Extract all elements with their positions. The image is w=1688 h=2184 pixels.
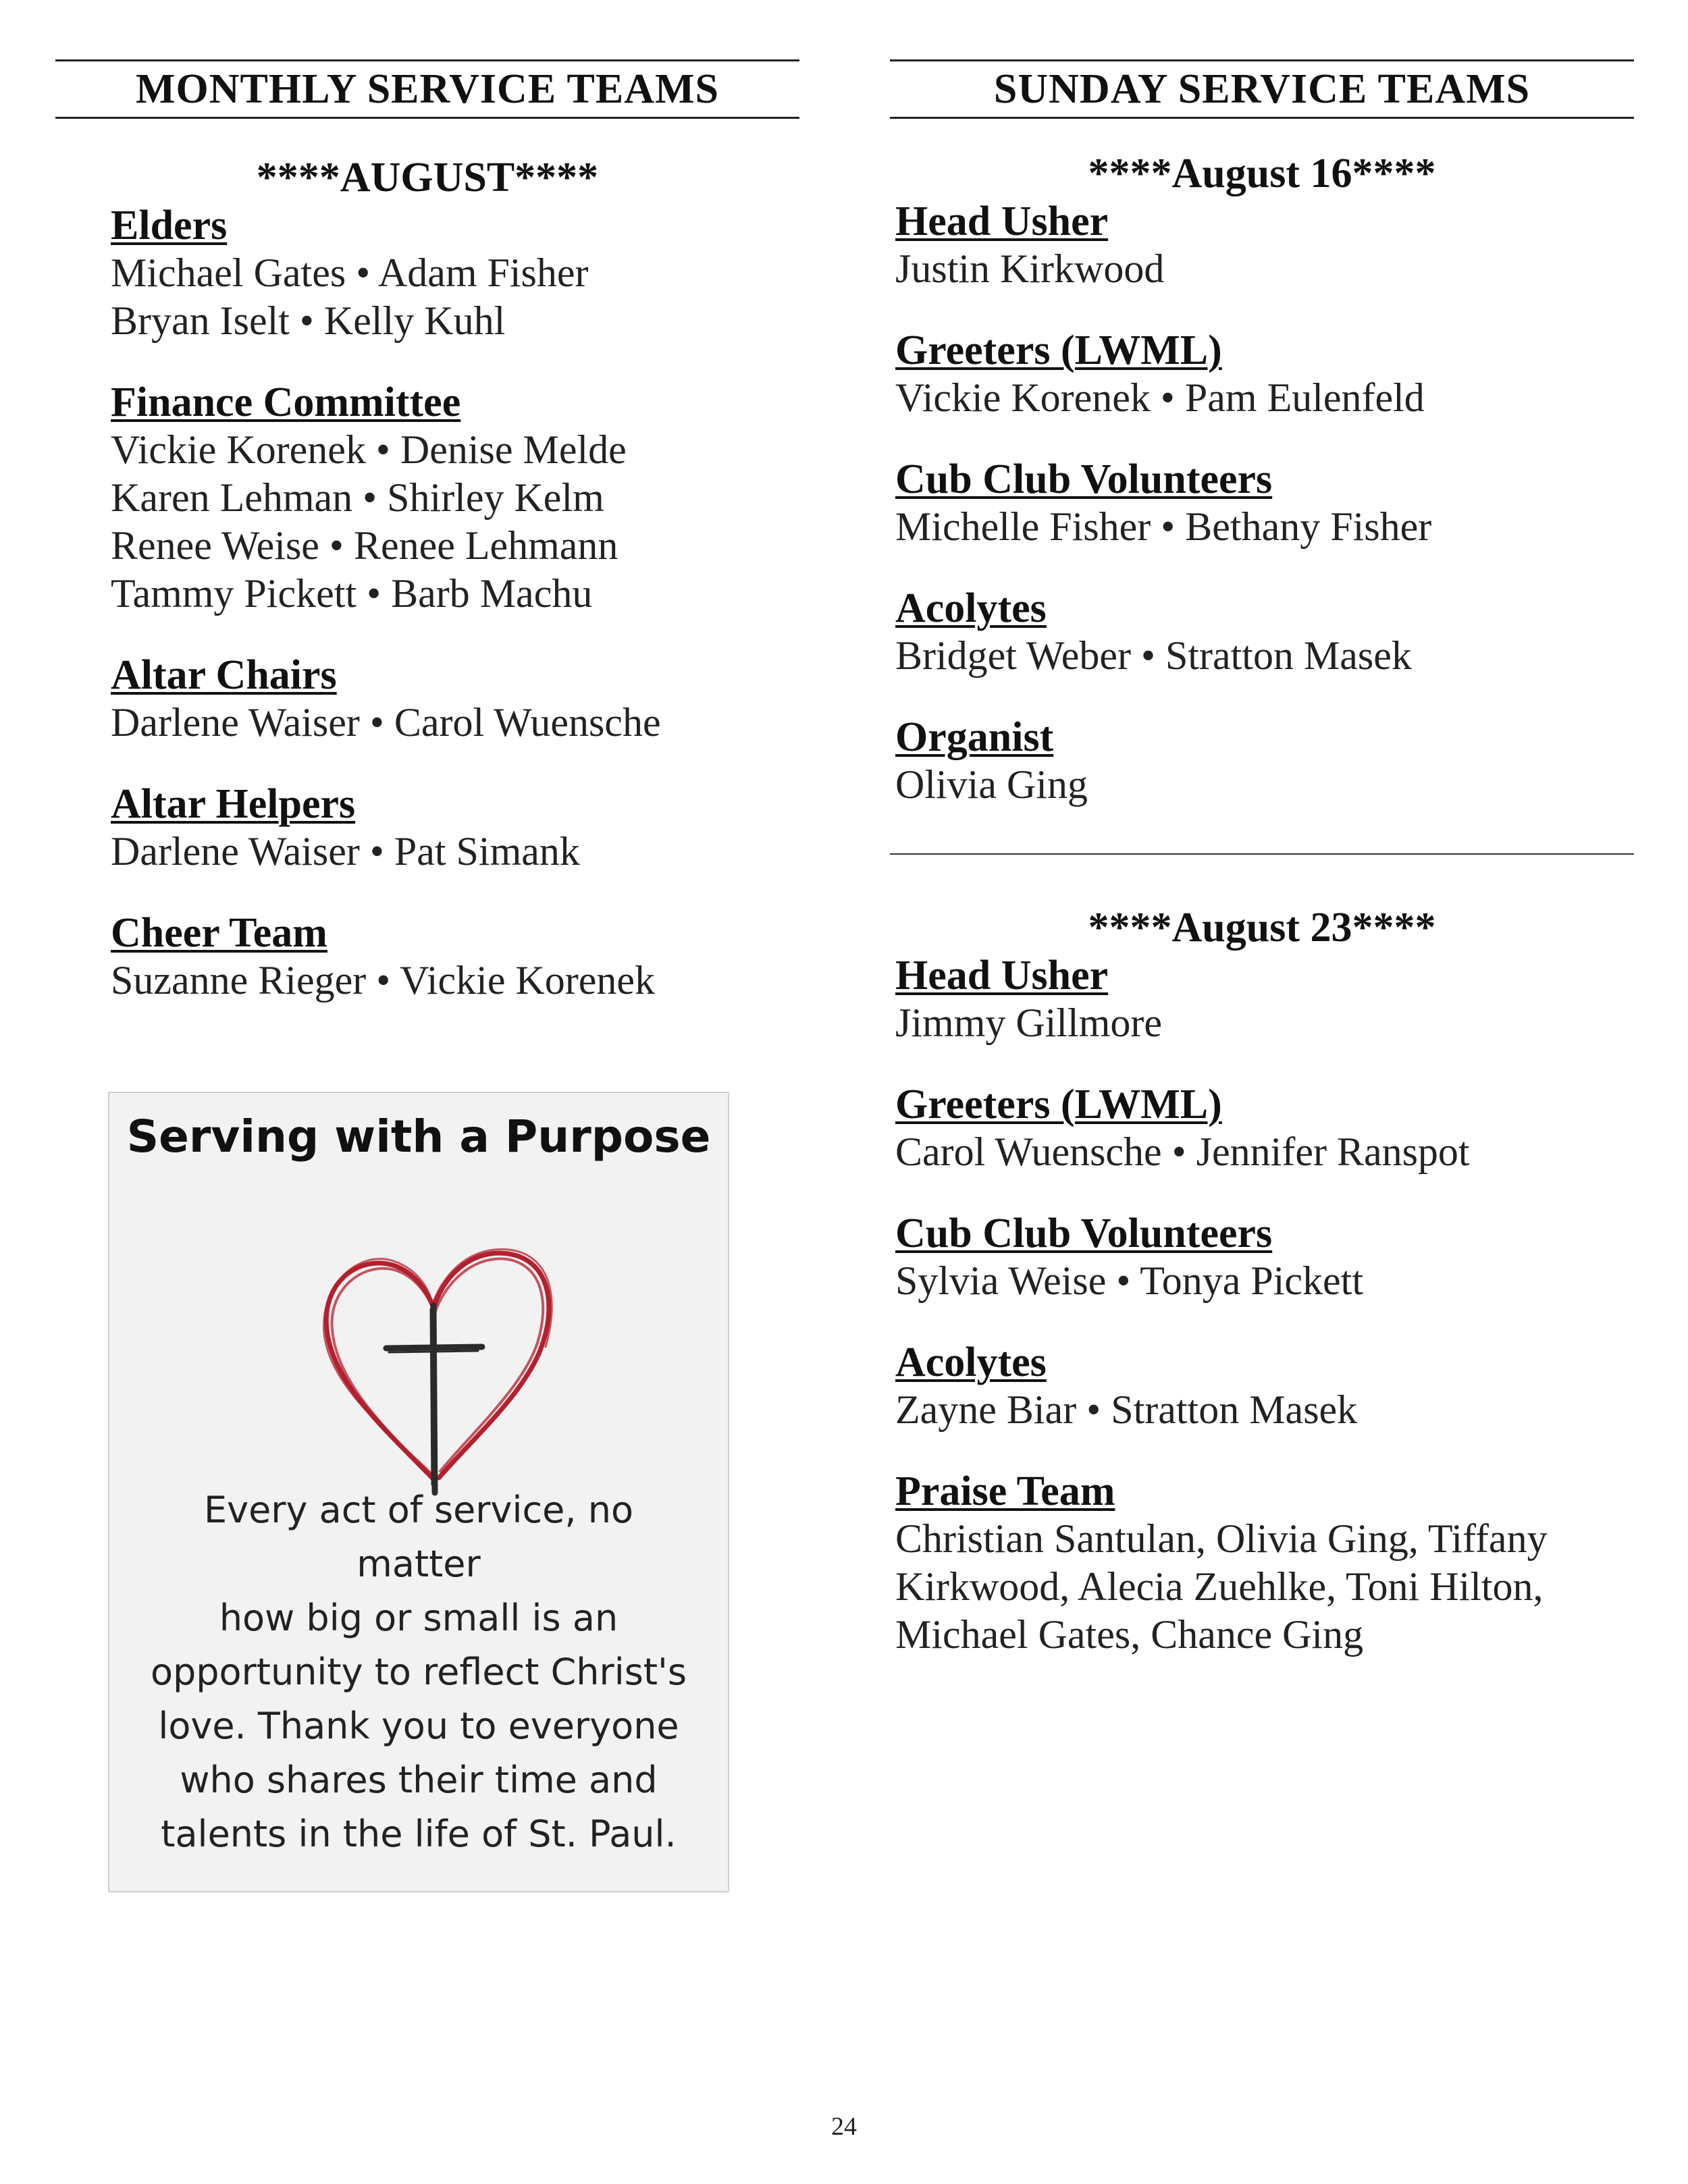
monthly-header: MONTHLY SERVICE TEAMS	[55, 59, 799, 119]
callout-body-line: who shares their time and	[180, 1759, 658, 1801]
team-members	[895, 503, 1634, 551]
monthly-service-teams-column	[55, 59, 799, 1003]
team-title: Finance Committee	[111, 379, 461, 425]
member-line: Kirkwood, Alecia Zuehlke, Toni Hilton,	[895, 1564, 1544, 1609]
team-members	[895, 999, 1634, 1047]
team-altar-helpers	[111, 780, 799, 876]
callout-body-line: love. Thank you to everyone	[158, 1705, 679, 1747]
team-title: Altar Chairs	[111, 652, 337, 698]
team-cheer-team	[111, 909, 799, 1005]
member-line: Michael Gates • Adam Fisher	[111, 250, 589, 295]
team-members	[111, 426, 799, 618]
member-line: Olivia Ging	[895, 762, 1088, 807]
cross-stroke	[433, 1306, 435, 1493]
team-members	[895, 1257, 1634, 1305]
member-line: Michelle Fisher • Bethany Fisher	[895, 504, 1432, 549]
team-members	[895, 761, 1634, 809]
team-members	[895, 1386, 1634, 1434]
cross-stroke	[386, 1347, 482, 1348]
member-line: Suzanne Rieger • Vickie Korenek	[111, 958, 656, 1003]
week-team-list	[890, 952, 1634, 1659]
member-line: Vickie Korenek • Denise Melde	[111, 427, 627, 472]
team-acolytes	[895, 585, 1634, 680]
team-members	[895, 632, 1634, 680]
member-line: Darlene Waiser • Carol Wuensche	[111, 700, 661, 745]
callout-title: Serving with a Purpose	[126, 1111, 711, 1163]
callout-body-line: opportunity to reflect Christ's	[150, 1651, 687, 1693]
team-cub-club-volunteers	[895, 456, 1634, 551]
callout-body-line: how big or small is an	[219, 1597, 618, 1639]
heart-stroke	[324, 1249, 552, 1478]
member-line: Karen Lehman • Shirley Kelm	[111, 475, 604, 520]
team-altar-chairs	[111, 651, 799, 747]
member-line: Sylvia Weise • Tonya Pickett	[895, 1258, 1364, 1303]
week-team-list	[890, 198, 1634, 809]
page-number: 24	[831, 2112, 857, 2141]
member-line: Vickie Korenek • Pam Eulenfeld	[895, 375, 1425, 420]
callout-body-line: Every act of service, no matter	[204, 1489, 633, 1585]
team-members	[895, 374, 1634, 422]
team-title: Head Usher	[895, 953, 1109, 998]
team-members	[111, 828, 799, 876]
team-title: Cheer Team	[111, 910, 327, 956]
cross-stroke	[389, 1351, 478, 1352]
team-title: Cub Club Volunteers	[895, 1210, 1273, 1256]
monthly-team-list	[55, 202, 799, 1005]
sunday-week-2	[890, 904, 1634, 1659]
heart-stroke	[326, 1253, 549, 1479]
team-title: Organist	[895, 714, 1054, 760]
member-line: Carol Wuensche • Jennifer Ranspot	[895, 1129, 1470, 1174]
team-members	[895, 1515, 1634, 1659]
team-members	[111, 957, 799, 1005]
cross-stroke	[431, 1309, 432, 1485]
team-members	[111, 699, 799, 747]
member-line: Michael Gates, Chance Ging	[895, 1612, 1364, 1657]
member-line: Zayne Biar • Stratton Masek	[895, 1387, 1358, 1432]
team-members	[895, 1128, 1634, 1176]
team-title: Head Usher	[895, 198, 1109, 244]
week-heading: ****August 23****	[1088, 905, 1436, 951]
team-head-usher	[895, 952, 1634, 1047]
team-title: Greeters (LWML)	[895, 327, 1222, 373]
member-line: Darlene Waiser • Pat Simank	[111, 829, 580, 874]
sunday-header: SUNDAY SERVICE TEAMS	[890, 59, 1634, 119]
heart-cross-icon	[305, 1228, 562, 1498]
member-line: Bridget Weber • Stratton Masek	[895, 633, 1412, 678]
week-divider	[890, 853, 1634, 855]
member-line: Christian Santulan, Olivia Ging, Tiffany	[895, 1516, 1548, 1561]
team-title: Greeters (LWML)	[895, 1082, 1222, 1127]
member-line: Renee Weise • Renee Lehmann	[111, 523, 618, 568]
member-line: Justin Kirkwood	[895, 246, 1165, 291]
sunday-week-1	[890, 150, 1634, 809]
month-heading: ****AUGUST****	[256, 155, 599, 201]
member-line: Bryan Iselt • Kelly Kuhl	[111, 298, 506, 343]
member-line: Jimmy Gillmore	[895, 1001, 1162, 1045]
team-praise-team	[895, 1468, 1634, 1659]
team-greeters-lwml	[895, 327, 1634, 422]
team-members	[111, 249, 799, 345]
team-head-usher	[895, 198, 1634, 293]
monthly-august-section	[55, 154, 799, 1005]
team-elders	[111, 202, 799, 345]
callout-body	[136, 1483, 701, 1861]
member-line: Tammy Pickett • Barb Machu	[111, 571, 593, 616]
team-title: Cub Club Volunteers	[895, 456, 1273, 502]
team-acolytes	[895, 1339, 1634, 1434]
callout-body-line: talents in the life of St. Paul.	[161, 1813, 677, 1855]
team-finance-committee	[111, 379, 799, 618]
team-greeters-lwml	[895, 1081, 1634, 1176]
team-cub-club-volunteers	[895, 1210, 1634, 1305]
serving-with-a-purpose-callout	[108, 1092, 729, 1892]
team-members	[895, 245, 1634, 293]
team-title: Praise Team	[895, 1468, 1115, 1514]
team-title: Altar Helpers	[111, 781, 356, 827]
sunday-service-teams-column	[890, 59, 1634, 1657]
team-title: Acolytes	[895, 585, 1047, 631]
team-title: Elders	[111, 203, 228, 248]
team-title: Acolytes	[895, 1339, 1047, 1385]
team-organist	[895, 714, 1634, 809]
week-heading: ****August 16****	[1088, 151, 1436, 196]
